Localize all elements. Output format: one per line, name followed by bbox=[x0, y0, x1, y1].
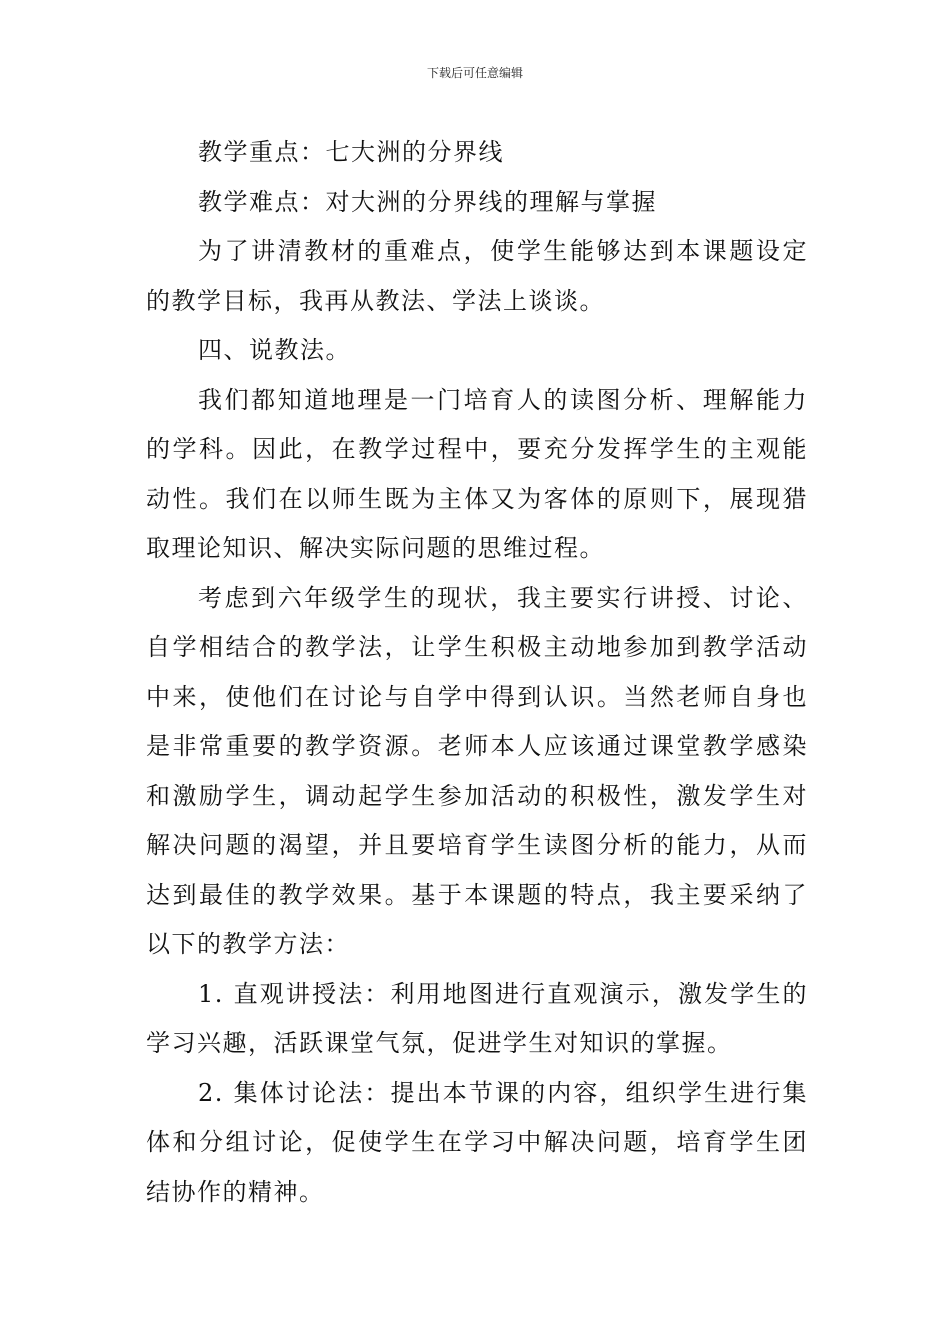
method-one-paragraph: 1. 直观讲授法：利用地图进行直观演示，激发学生的学习兴趣，活跃课堂气氛，促进学生对知识的掌握。 bbox=[146, 979, 808, 1057]
transition-paragraph: 为了讲清教材的重难点，使学生能够达到本课题设定的教学目标，我再从教法、学法上谈谈。 bbox=[146, 237, 808, 315]
method-two-paragraph: 2. 集体讨论法：提出本节课的内容，组织学生进行集体和分组讨论，促使学生在学习中解决问题，培育学生团结协作的精神。 bbox=[146, 1078, 808, 1206]
document-body bbox=[146, 128, 808, 1217]
section-four-heading: 四、说教法。 bbox=[198, 336, 351, 364]
geography-nature-paragraph: 我们都知道地理是一门培育人的读图分析、理解能力的学科。因此，在教学过程中，要充分发挥学生的主观能动性。我们在以师生既为主体又为客体的原则下，展现猎取理论知识、解决实际问题的思维过程。 bbox=[146, 385, 808, 562]
teaching-approach-paragraph: 考虑到六年级学生的现状，我主要实行讲授、讨论、自学相结合的教学法，让学生积极主动地参加到教学活动中来，使他们在讨论与自学中得到认识。当然老师自身也是非常重要的教学资源。老师本人应该通过课堂教学感染和激励学生，调动起学生参加活动的积极性，激发学生对解决问题的渴望，并且要培育学生读图分析的能力，从而达到最佳的教学效果。基于本课题的特点，我主要采纳了以下的教学方法： bbox=[146, 583, 808, 958]
difficult-point-paragraph: 教学难点：对大洲的分界线的理解与掌握 bbox=[198, 187, 657, 216]
key-point-paragraph: 教学重点：七大洲的分界线 bbox=[198, 138, 504, 166]
page-header: 下载后可任意编辑 bbox=[426, 66, 523, 80]
